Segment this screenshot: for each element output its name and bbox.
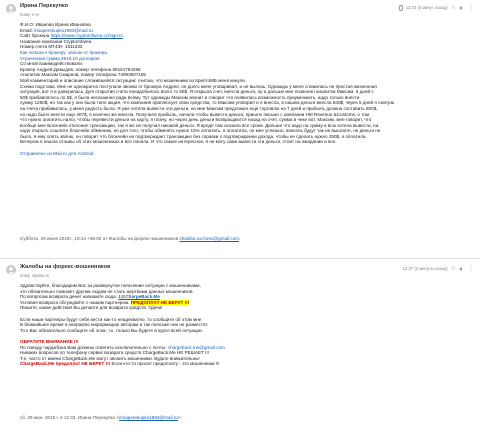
notice-title: ОБРАТИТЕ ВНИМАНИЕ !!! bbox=[20, 338, 79, 344]
sender-name[interactable]: Жалобы на форекс-мошенников bbox=[20, 264, 111, 270]
body-line: Если наши партнеры будут себя вести как-то неадекватно, то сообщите об этом мне bbox=[20, 316, 202, 322]
message-header bbox=[20, 3, 474, 19]
quoted-header bbox=[20, 415, 182, 421]
notice-line: Никаких вопросов по телефону сервис возврата средств ChargeBack.Me НЕ РЕШАЕТ !!! bbox=[20, 350, 209, 356]
body-line: В ближайшее время я направлю информацию авторам и так попозже они не разместят. bbox=[20, 322, 209, 328]
email-label: Email: bbox=[20, 27, 33, 33]
recipients-line[interactable]: Кому: Ирина ✉ bbox=[20, 273, 50, 278]
body-line: Ф.И.О: Иванова Ирина Ивановна bbox=[20, 22, 91, 27]
notice-text: Если кто-то просит предоплату - это мошенники !!! bbox=[110, 361, 220, 367]
sender-name[interactable]: Ирина Перекупко bbox=[20, 3, 69, 9]
story-line: надо открыть сошлите блокчейн обменник, но для того, чтобы обменять нужно 10% оплатить, я оплатила, он мне успешно, вексель будут так не вышлите, не деньги не bbox=[20, 128, 381, 134]
notice-text: По поводу чарджбэка Вам должны ответить исключительно с почты: bbox=[20, 344, 167, 350]
story-line: Схема подстава. Мне не однократно поступали звонки от брокера Андрея, он долго меня уговаривал, и не вылазь. Однажды у меня сложилась не простая жизненная bbox=[20, 83, 377, 89]
story-line: вообще мне Блокчейн отклонил транзакцию, так я же не получил никакой деньги. Я вроде там сказала все сроки. Дальше что надо на сумму и всю хотела вывести, на bbox=[20, 122, 379, 128]
quoted-email-link[interactable]: zhaloba.na.forex@gmail.com bbox=[179, 236, 239, 241]
mobile-signature: Отправлено из Mail.ru для Android bbox=[20, 150, 94, 156]
story-line: на счета прибавилось, у меня радость была. Я уже хотела вывести эти деньги, но мне Максим предложил еще торговлю на 7 дней и прибыль должна составить 800$, bbox=[20, 105, 378, 111]
body-line: Номер счета MT4ID- 1511333 bbox=[20, 44, 83, 50]
notice-line bbox=[20, 361, 472, 367]
sender-avatar[interactable] bbox=[6, 4, 16, 14]
chargeback-email-link[interactable]: 1@ChargeBack.Me bbox=[118, 294, 160, 300]
body-line: По вопросам возврата денег напишите сюда: bbox=[20, 294, 119, 300]
body-line: Утраченная сумма 3918,10 долларов bbox=[20, 55, 100, 61]
story-line: 50$ прибавлялось по 5$, я была несказанно рада всему. Тут однажды Максим звонит и говорит что появилась возможность приумножить, надо только внести bbox=[20, 94, 360, 100]
body-line: Со мной взаимодействовали: bbox=[20, 61, 84, 67]
story-line: но надо было внести еще 407$, я конечно же внесла. Получила прибыль, начала чтобы вывести деньги, пришло письмо с компании HM Revenue &Customs, о том bbox=[20, 111, 369, 117]
body-line: Брокер Андрей Давыдов, номер телефона 89181784258 bbox=[20, 66, 141, 72]
message-time: 12:37 (2 минуты назад) bbox=[402, 266, 448, 272]
notice-bold: ChargeBack.Me предоплат НЕ БЕРЕТ !!! bbox=[20, 361, 111, 367]
message-time: 12:33 (5 минут назад) bbox=[405, 5, 448, 11]
quoted-header-text: сб, 29 июн. 2019 г. в 12:33, Ирина Перекупко < bbox=[20, 415, 120, 420]
body-line: Название компании Cryptomfarea bbox=[20, 38, 92, 44]
reply-icon[interactable] bbox=[459, 267, 465, 272]
highlighted-warning: ПРЕДОПЛАТ НЕ БЕРУТ !!! bbox=[130, 299, 190, 305]
story-line: ситуация, вот я и доверилась. Для открытия счета понадобилось всего то 50$. Я открыла счет, внесла деньги, ну а дальше мне позвонил аналитик Максим. 5 дней с bbox=[20, 89, 374, 95]
quoted-header-colon: : bbox=[239, 236, 241, 241]
body-line: Как попали к брокеру: звонок от брокера bbox=[20, 49, 107, 55]
quoted-header-text: >: bbox=[177, 415, 182, 420]
body-line: Аналитик Максим Смирнов, номер телефона 74993507185 bbox=[20, 72, 146, 78]
quoted-header bbox=[20, 236, 240, 242]
sender-avatar[interactable] bbox=[6, 265, 16, 275]
star-icon[interactable]: ☆ bbox=[450, 266, 456, 272]
quoted-header-text: Суббота, 29 июня 2019г., 10:44 +05:00 от Жалобы на форекс-мошенников bbox=[20, 236, 179, 241]
reply-icon[interactable] bbox=[459, 6, 465, 11]
message-meta bbox=[399, 5, 474, 11]
body-line: Здравствуйте, благодарим Вас за развернутое пояснение ситуации с мошенниками, bbox=[20, 283, 201, 288]
quoted-email-link[interactable]: irinaperekupko1983@mail.ru bbox=[119, 415, 178, 420]
story-line: было, я ему опять звоню, он говорит что блокчейн не подтверждает транзакцию без справки о подтверждении дохода, чтобы ее сделать нужно 250$, я оплатила. bbox=[20, 133, 367, 139]
more-options-icon[interactable]: ⋮ bbox=[468, 5, 474, 11]
story-line: Мой комментарий и описание сложившейся ситуации: считаю, что мошенники из КриптоМБ меня кинули. bbox=[20, 77, 247, 83]
chargeback-gmail-link[interactable]: chargeback.me@gmail.com bbox=[167, 344, 225, 350]
message-header bbox=[20, 264, 474, 280]
body-line: это обязательно поможет другим людям не стать жертвами данных мошенников. bbox=[20, 288, 194, 294]
story-line: сумму 1250$, но так как у них была типо акция, что компания приплюсует свои средства, то Максим уговорил и я внесла, в нашем деньги внесла 840$, через 5 дней я смотрю bbox=[20, 100, 395, 106]
story-line: что нужно оплатить налог, чтобы перевести деньги на карту, я плачу, но через день деньги возвращаются назад на счет, сумма в чеке вот, Максим, мне говорит, что bbox=[20, 117, 372, 123]
body-line: Пишите, какие действия Вы делаете для возврата средств. Удачи! bbox=[20, 305, 163, 311]
message-meta bbox=[403, 266, 474, 272]
story-line: Вечером я нашла отзывы об этих мошенниках и все поняла. И что самое интересное, я не могу сама вывести эти деньги, стоит на ожидании и все. bbox=[20, 139, 337, 145]
more-options-icon[interactable]: ⋮ bbox=[468, 266, 474, 272]
attachment-icon bbox=[399, 5, 403, 11]
message-body bbox=[20, 283, 472, 367]
notice-line: Т.е. часто от имени ChargeBack.Me могут звонить мошенники. Будьте внимательны! bbox=[20, 355, 200, 361]
message-body bbox=[20, 22, 472, 156]
email-message-reply bbox=[0, 258, 480, 430]
email-link[interactable]: irinaperekupko1983@mail.ru bbox=[34, 27, 93, 33]
recipients-line[interactable]: Кому: я ✉ bbox=[20, 12, 40, 17]
body-line: То к Вас обязательно сообщите об этом, т.к. только Вы будете в курсе всей ситуации. bbox=[20, 327, 203, 333]
star-icon[interactable]: ☆ bbox=[450, 5, 456, 11]
broker-site-link[interactable]: https://www.cryptomfarea.cz/sign-in bbox=[50, 33, 123, 39]
site-label: Сайт брокера bbox=[20, 33, 50, 39]
body-line: Условия возврата обсуждайте с нашим партнером. bbox=[20, 299, 130, 305]
